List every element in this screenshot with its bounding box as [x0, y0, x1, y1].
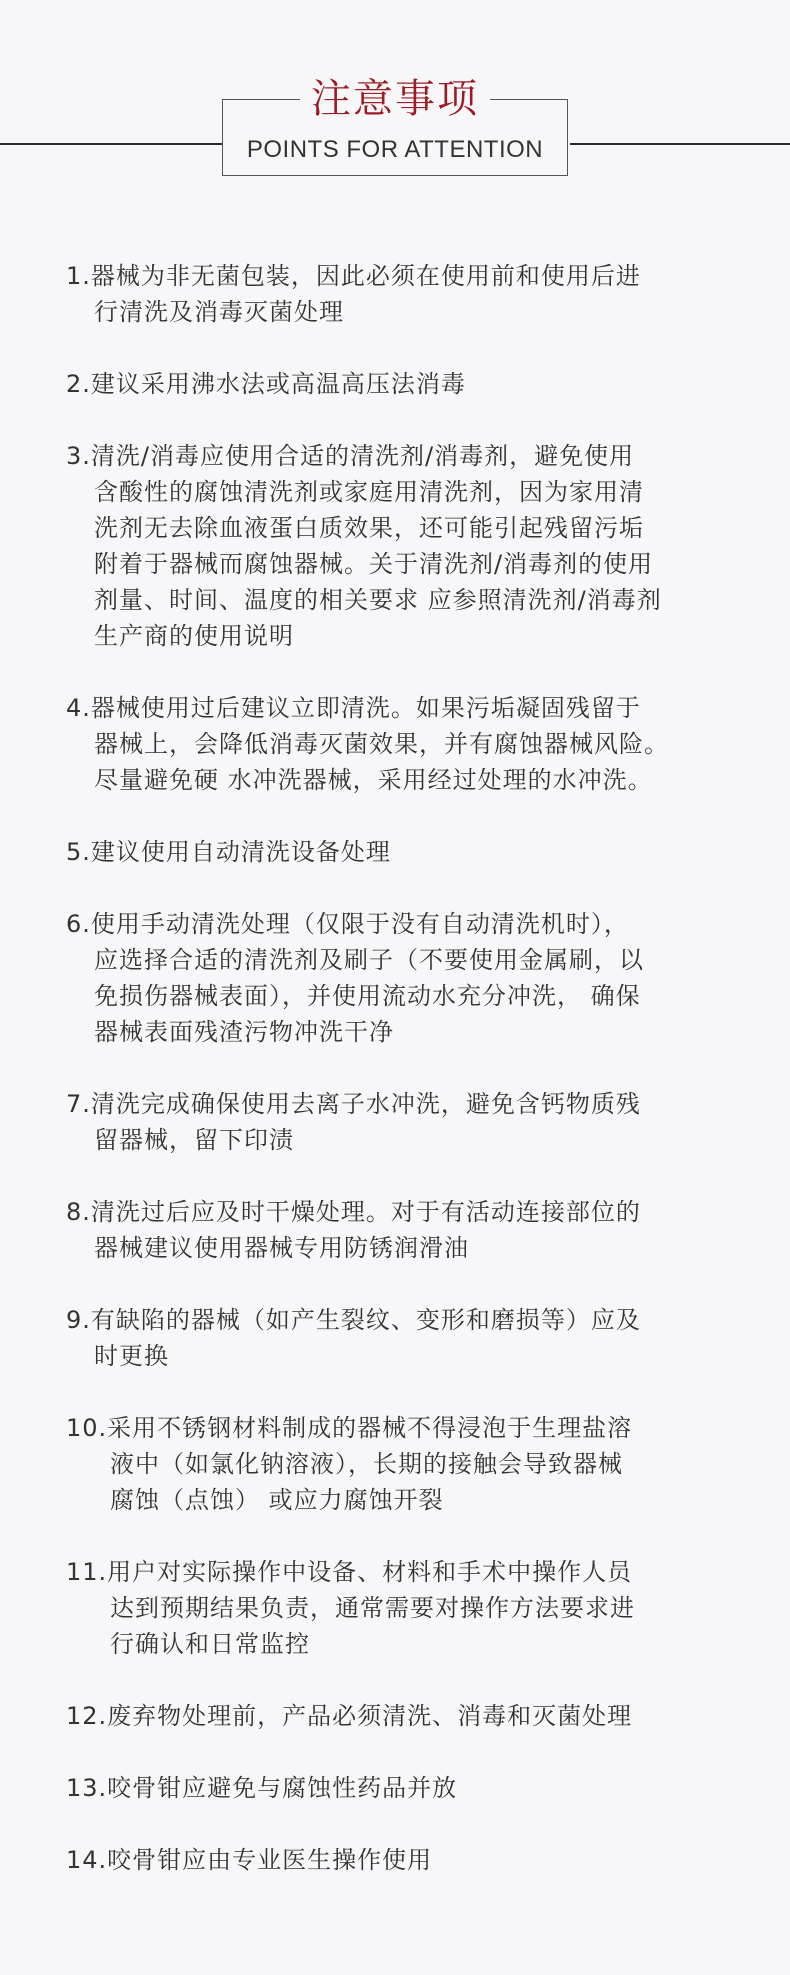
note-item-8: [66, 1194, 746, 1266]
note-line: 达到预期结果负责，通常需要对操作方法要求进: [110, 1594, 635, 1622]
page-title: 注意事项: [311, 76, 479, 122]
note-line: 6.使用手动清洗处理（仅限于没有自动清洗机时），: [66, 910, 629, 938]
note-line: 9.有缺陷的器械（如产生裂纹、变形和磨损等）应及: [66, 1306, 641, 1334]
note-line: 器械建议使用器械专用防锈润滑油: [94, 1234, 469, 1262]
note-line: 附着于器械而腐蚀器械。关于清洗剂/消毒剂的使用: [94, 550, 654, 578]
note-line: 时更换: [94, 1342, 169, 1370]
note-item-10: [66, 1410, 746, 1518]
note-line: 1.器械为非无菌包装，因此必须在使用前和使用后进: [66, 262, 641, 290]
note-item-5: [66, 834, 746, 870]
note-item-9: [66, 1302, 746, 1374]
note-line: 14.咬骨钳应由专业医生操作使用: [66, 1846, 433, 1874]
note-line: 4.器械使用过后建议立即清洗。如果污垢凝固残留于: [66, 694, 641, 722]
note-line: 11.用户对实际操作中设备、材料和手术中操作人员: [66, 1558, 633, 1586]
note-line: 剂量、时间、温度的相关要求 应参照清洗剂/消毒剂: [94, 586, 662, 614]
note-line: 腐蚀（点蚀） 或应力腐蚀开裂: [110, 1486, 444, 1514]
note-line: 7.清洗完成确保使用去离子水冲洗，避免含钙物质残: [66, 1090, 641, 1118]
note-item-14: [66, 1842, 746, 1878]
note-line: 免损伤器械表面），并使用流动水充分冲洗， 确保: [94, 982, 641, 1010]
note-line: 洗剂无去除血液蛋白质效果，还可能引起残留污垢: [94, 514, 644, 542]
note-line: 含酸性的腐蚀清洗剂或家庭用清洗剂，因为家用清: [94, 478, 644, 506]
note-line: 10.采用不锈钢材料制成的器械不得浸泡于生理盐溶: [66, 1414, 633, 1442]
note-item-3: [66, 438, 746, 654]
note-line: 2.建议采用沸水法或高温高压法消毒: [66, 370, 466, 398]
note-line: 行清洗及消毒灭菌处理: [94, 298, 344, 326]
note-item-1: [66, 258, 746, 330]
note-line: 生产商的使用说明: [94, 622, 294, 650]
note-line: 器械表面残渣污物冲洗干净: [94, 1018, 394, 1046]
note-item-4: [66, 690, 746, 798]
note-item-6: [66, 906, 746, 1050]
note-line: 尽量避免硬 水冲洗器械，采用经过处理的水冲洗。: [94, 766, 653, 794]
page-subtitle: POINTS FOR ATTENTION: [246, 136, 544, 163]
note-line: 器械上，会降低消毒灭菌效果，并有腐蚀器械风险。: [94, 730, 669, 758]
note-item-11: [66, 1554, 746, 1662]
note-line: 应选择合适的清洗剂及刷子（不要使用金属刷，以: [94, 946, 644, 974]
note-line: 5.建议使用自动清洗设备处理: [66, 838, 391, 866]
note-line: 行确认和日常监控: [110, 1630, 310, 1658]
note-line: 液中（如氯化钠溶液），长期的接触会导致器械: [110, 1450, 623, 1478]
note-item-12: [66, 1698, 746, 1734]
note-line: 12.废弃物处理前，产品必须清洗、消毒和灭菌处理: [66, 1702, 633, 1730]
note-item-2: [66, 366, 746, 402]
note-line: 3.清洗/消毒应使用合适的清洗剂/消毒剂，避免使用: [66, 442, 635, 470]
note-line: 8.清洗过后应及时干燥处理。对于有活动连接部位的: [66, 1198, 641, 1226]
note-line: 13.咬骨钳应避免与腐蚀性药品并放: [66, 1774, 458, 1802]
note-item-13: [66, 1770, 746, 1806]
note-item-7: [66, 1086, 746, 1158]
note-line: 留器械，留下印渍: [94, 1126, 294, 1154]
